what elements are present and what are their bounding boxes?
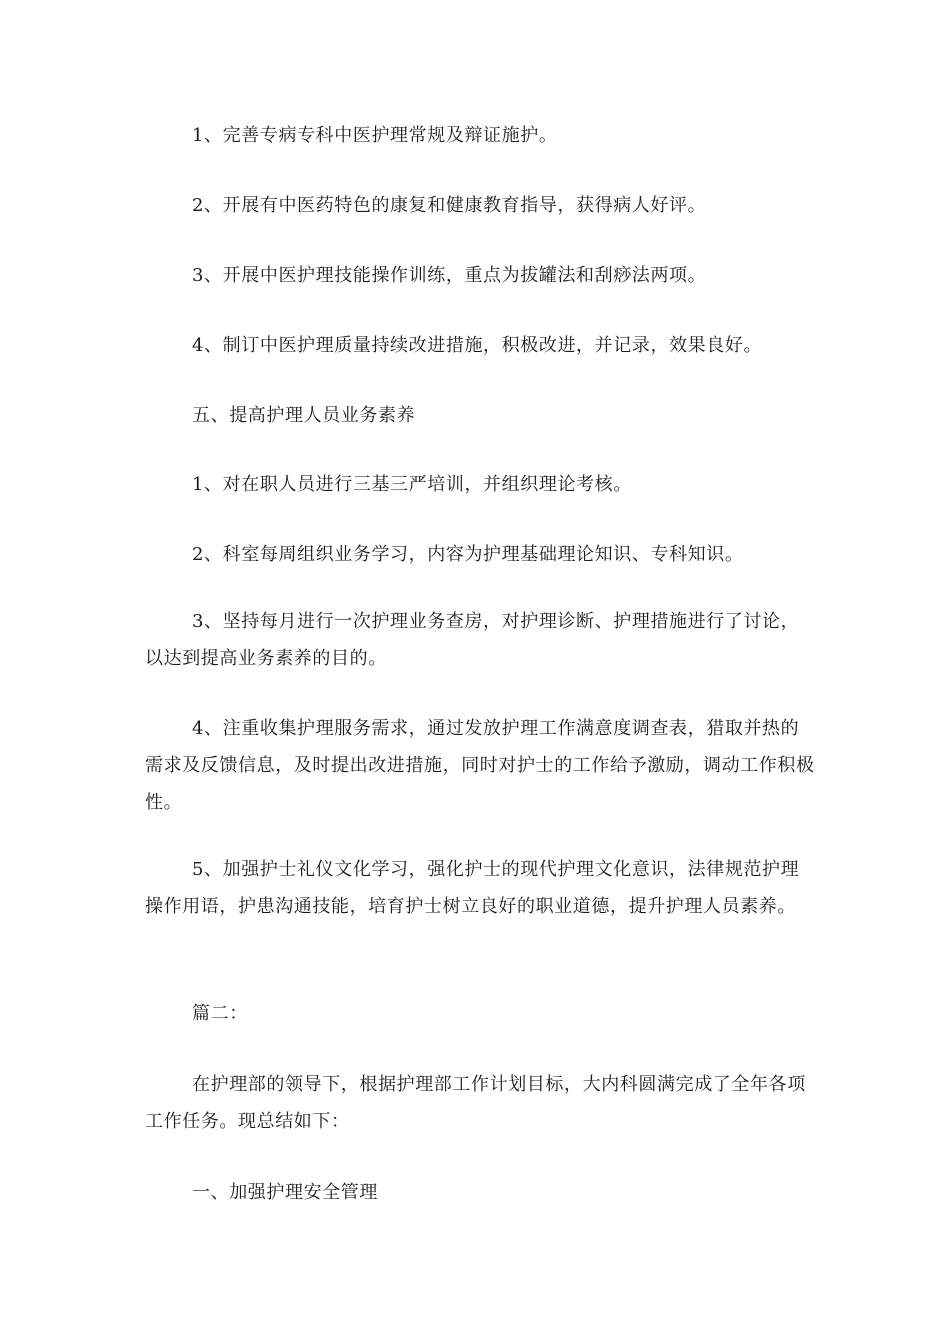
paragraph-item-5-4: 4、注重收集护理服务需求，通过发放护理工作满意度调查表，猎取并热的需求及反馈信息，及时提出改进措施，同时对护士的工作给予激励，调动工作积极性。 [145,718,815,813]
section-heading-5: 五、提高护理人员业务素养 [192,405,416,426]
paragraph-item-3: 3、开展中医护理技能操作训练，重点为拔罐法和刮痧法两项。 [192,265,707,286]
paragraph-item-5-2: 2、科室每周组织业务学习，内容为护理基础理论知识、专科知识。 [192,544,744,565]
section-title-part-two: 篇二： [192,1003,248,1024]
section-heading-1: 一、加强护理安全管理 [192,1182,378,1203]
paragraph-item-4: 4、制订中医护理质量持续改进措施，积极改进，并记录，效果良好。 [192,335,763,356]
paragraph-item-5-1: 1、对在职人员进行三基三严培训，并组织理论考核。 [192,474,632,495]
paragraph-item-1: 1、完善专病专科中医护理常规及辩证施护。 [192,125,558,146]
paragraph-item-5-3: 3、坚持每月进行一次护理业务查房，对护理诊断、护理措施进行了讨论，以达到提高业务素养的目的。 [145,611,800,669]
paragraph-item-5-5: 5、加强护士礼仪文化学习，强化护士的现代护理文化意识，法律规范护理操作用语，护患沟通技能，培育护士树立良好的职业道德，提升护理人员素养。 [145,859,800,917]
intro-paragraph: 在护理部的领导下，根据护理部工作计划目标，大内科圆满完成了全年各项工作任务。现总结如下： [145,1074,806,1132]
paragraph-item-2: 2、开展有中医药特色的康复和健康教育指导，获得病人好评。 [192,195,707,216]
